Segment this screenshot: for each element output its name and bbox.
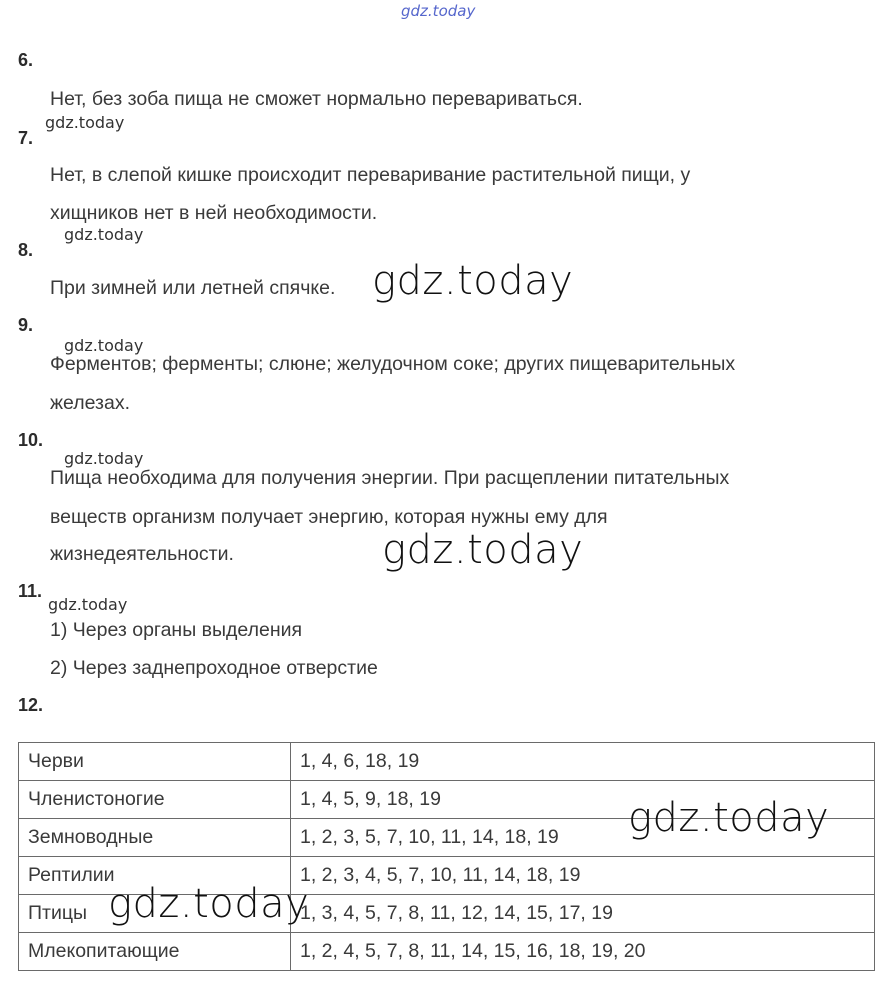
answer-6-line-1: Нет, без зоба пища не сможет нормально перевариваться. — [50, 88, 583, 110]
numbers-cell: 1, 4, 5, 9, 18, 19 — [291, 781, 875, 819]
watermark-top: gdz.today — [401, 2, 476, 20]
animal-groups-table — [18, 742, 875, 971]
group-cell: Млекопитающие — [19, 933, 291, 971]
answer-10-line-2: веществ организм получает энергию, которая нужны ему для — [50, 506, 608, 528]
numbers-cell: 1, 2, 4, 5, 7, 8, 11, 14, 15, 16, 18, 19, 20 — [291, 933, 875, 971]
numbers-cell: 1, 2, 3, 4, 5, 7, 10, 11, 14, 18, 19 — [291, 857, 875, 895]
watermark-large: gdz.today — [372, 258, 574, 304]
group-cell: Рептилии — [19, 857, 291, 895]
answer-9-line-1: Ферментов; ферменты; слюне; желудочном соке; других пищеварительных — [50, 353, 736, 375]
question-number-6: 6. — [18, 50, 34, 70]
watermark-large: gdz.today — [108, 881, 310, 927]
answer-10-line-3: жизнедеятельности. — [50, 543, 234, 565]
answer-11-line-2: 2) Через заднепроходное отверстие — [50, 657, 378, 679]
group-cell: Членистоногие — [19, 781, 291, 819]
numbers-cell: 1, 2, 3, 5, 7, 10, 11, 14, 18, 19 — [291, 819, 875, 857]
answer-7-line-1: Нет, в слепой кишке происходит переваривание растительной пищи, у — [50, 164, 691, 186]
question-number-10: 10. — [18, 430, 44, 450]
question-number-9: 9. — [18, 315, 34, 335]
group-cell: Земноводные — [19, 819, 291, 857]
question-number-12: 12. — [18, 695, 44, 715]
answer-7-line-2: хищников нет в ней необходимости. — [50, 202, 378, 224]
watermark-small: gdz.today — [45, 113, 125, 132]
watermark-small: gdz.today — [64, 449, 144, 468]
watermark-large: gdz.today — [628, 795, 830, 841]
group-cell: Птицы — [19, 895, 291, 933]
answer-11-line-1: 1) Через органы выделения — [50, 619, 303, 641]
watermark-small: gdz.today — [48, 595, 128, 614]
numbers-cell: 1, 4, 6, 18, 19 — [291, 743, 875, 781]
answer-10-line-1: Пища необходима для получения энергии. При расщеплении питательных — [50, 467, 730, 489]
question-number-7: 7. — [18, 128, 34, 148]
watermark-small: gdz.today — [64, 225, 144, 244]
question-number-8: 8. — [18, 240, 34, 260]
watermark-large: gdz.today — [382, 527, 584, 573]
watermark-small: gdz.today — [64, 336, 144, 355]
numbers-cell: 1, 3, 4, 5, 7, 8, 11, 12, 14, 15, 17, 19 — [291, 895, 875, 933]
group-cell: Черви — [19, 743, 291, 781]
table-row — [19, 933, 875, 971]
question-number-11: 11. — [18, 581, 43, 601]
answer-9-line-2: железах. — [50, 392, 130, 414]
answer-8-line-1: При зимней или летней спячке. — [50, 277, 336, 299]
table-row — [19, 743, 875, 781]
